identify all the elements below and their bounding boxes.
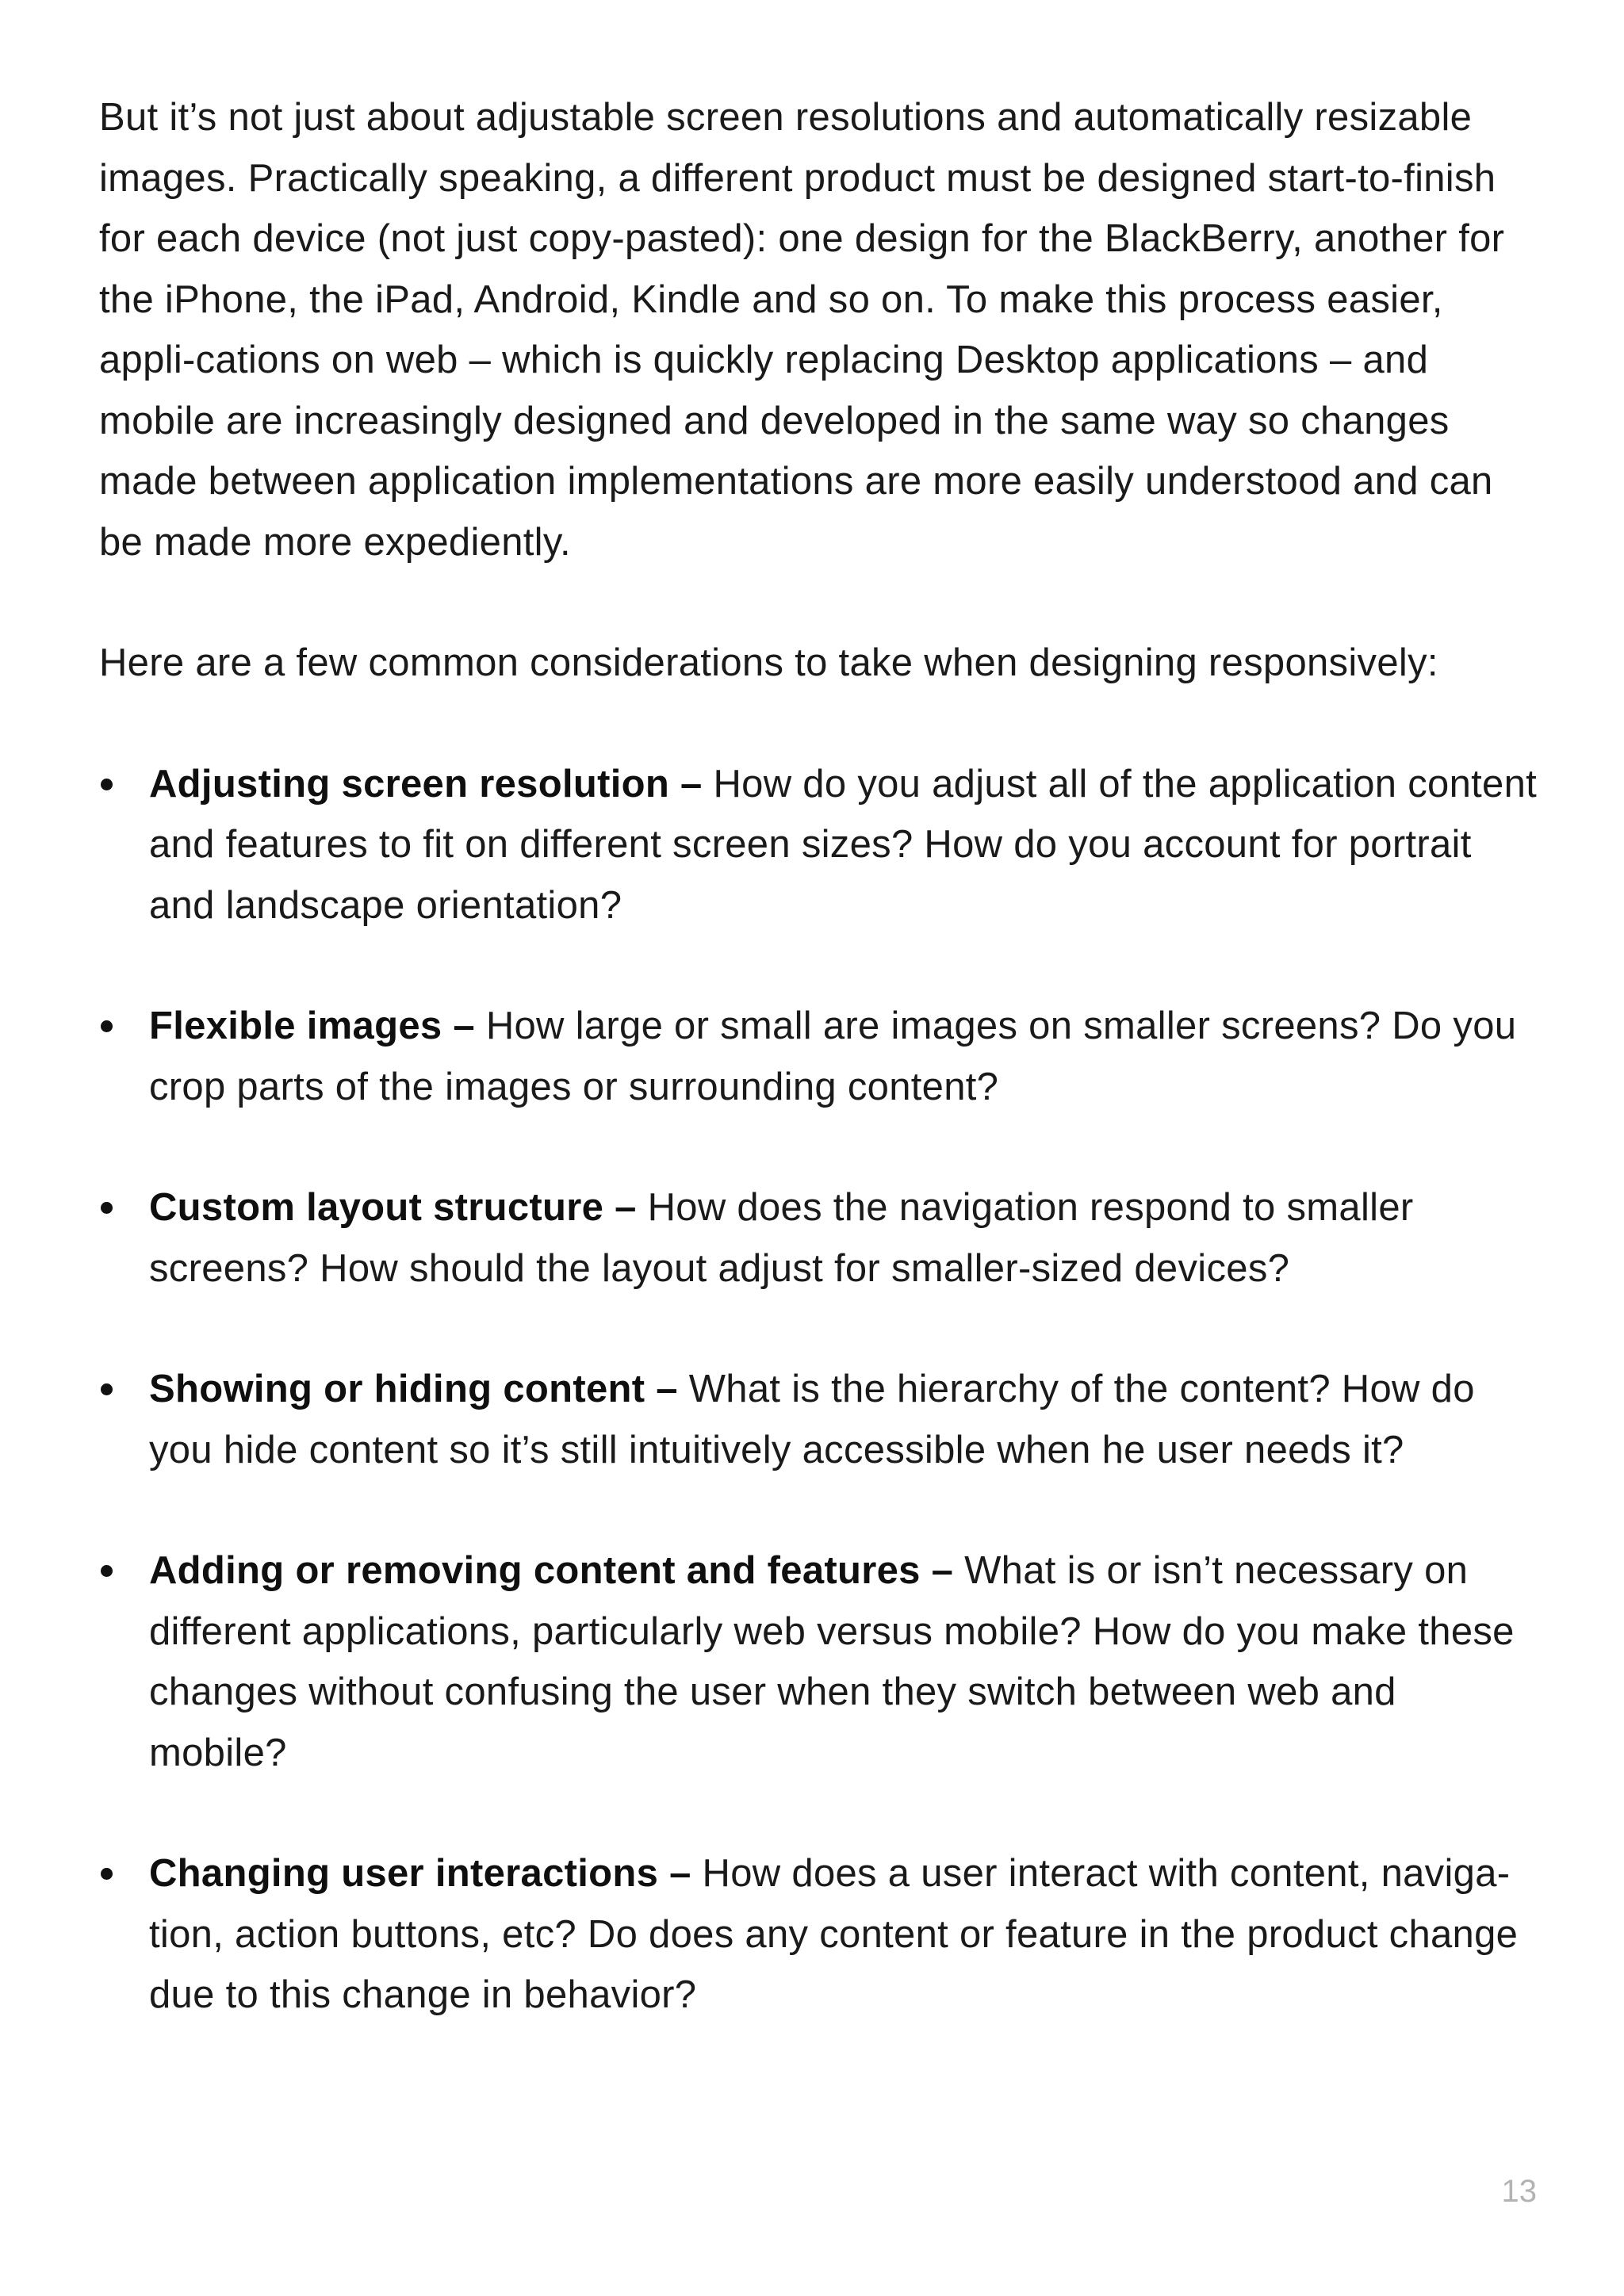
list-item [99, 996, 1542, 1117]
bullet-icon [101, 1565, 113, 1577]
list-item-text: How do you adjust all of the application content and features to fit on different screen sizes? How do you account for portrait and landscape orientation? [149, 762, 1538, 927]
page-content [99, 87, 1542, 2026]
list-item-term: Showing or hiding content – [149, 1368, 678, 1410]
list-item-term: Custom layout structure – [149, 1186, 637, 1229]
list-item [99, 1177, 1542, 1299]
list-item-term: Adding or removing content and features – [149, 1549, 954, 1592]
bullet-icon [101, 1383, 113, 1395]
list-item [99, 1540, 1542, 1783]
list-item-term: Changing user interactions – [149, 1852, 691, 1895]
list-item-term: Flexible images – [149, 1004, 475, 1047]
lead-paragraph: Here are a few common considerations to take when designing responsively: [99, 641, 1438, 684]
bullet-icon [101, 1202, 113, 1214]
page-number: 13 [1501, 2174, 1537, 2209]
list-item [99, 1843, 1542, 2026]
list-item [99, 1359, 1542, 1480]
list-item-text: How does the navigation respond to smaller screens? How should the layout adjust for smaller-sized devices? [149, 1186, 1414, 1290]
bullet-icon [101, 1868, 113, 1880]
bullet-icon [101, 779, 113, 790]
list-item-text: What is or isn’t necessary on different applications, particularly web versus mobile? How do you make these changes without confusing the user when they switch between web and mobile? [149, 1549, 1515, 1774]
list-item [99, 754, 1542, 936]
considerations-list [99, 754, 1542, 2026]
list-item-term: Adjusting screen resolution – [149, 762, 703, 806]
intro-paragraph: But it’s not just about adjustable screen resolutions and automatically resizable images. Practically speaking, a different product must be designed start-to-finish for each device (not just copy-pasted): one design for the BlackBerry, another for the iPhone, the iPad, Android, Kindle and so on. To make this process easier, appli-cations on web – which is quickly replacing Desktop applications – and mobile are increasingly designed and developed in the same way so changes made between application implementations are more easily understood and can be made more expediently. [99, 96, 1505, 564]
list-item-text: How large or small are images on smaller screens? Do you crop parts of the images or surrounding content? [149, 1004, 1517, 1108]
list-item-text: How does a user interact with content, naviga-tion, action buttons, etc? Do does any content or feature in the product change due to this change in behavior? [149, 1852, 1519, 2016]
list-item-text: What is the hierarchy of the content? How do you hide content so it’s still intuitively accessible when he user needs it? [149, 1368, 1475, 1471]
bullet-icon [101, 1020, 113, 1032]
